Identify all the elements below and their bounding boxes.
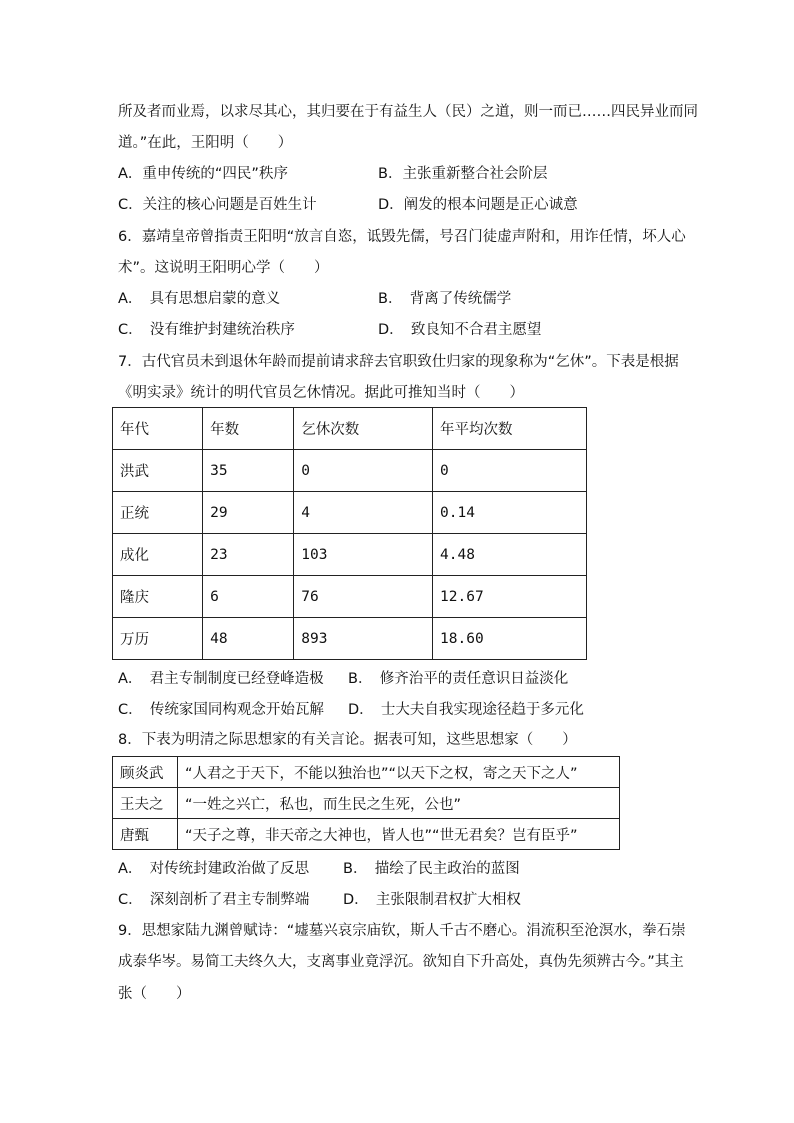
q5-stem-line2: 道。”在此，王阳明（ ） <box>118 135 293 151</box>
q7-option-a: A． 君主专制制度已经登峰造极 <box>118 671 324 687</box>
q7-option-b: B． 修齐治平的责任意识日益淡化 <box>348 671 569 687</box>
table-cell: 隆庆 <box>113 576 203 618</box>
thinker-quote: “天子之尊，非天帝之大神也，皆人也”“世无君矣？岂有臣乎” <box>178 819 620 850</box>
q8-option-c: C． 深刻剖析了君主专制弊端 <box>118 892 310 908</box>
table-cell: 18.60 <box>433 618 587 660</box>
table-cell: 正统 <box>113 492 203 534</box>
q7-stem-line2: 《明实录》统计的明代官员乞休情况。据此可推知当时（ ） <box>118 385 524 401</box>
q9-stem-line1: 9．思想家陆九渊曾赋诗：“墟墓兴哀宗庙钦，斯人千古不磨心。涓流积至沧溟水，拳石崇 <box>118 923 686 939</box>
table-header-row <box>113 408 587 450</box>
table-cell: 12.67 <box>433 576 587 618</box>
q6-option-d: D． 致良知不合君主愿望 <box>378 322 542 338</box>
header-cell: 年代 <box>113 408 203 450</box>
q5-stem-line1: 所及者而业焉，以求尽其心，其归要在于有益生人（民）之道，则一而已……四民异业而同 <box>118 104 698 120</box>
table-cell: 76 <box>294 576 433 618</box>
header-cell: 乞休次数 <box>294 408 433 450</box>
q7-option-c: C． 传统家国同构观念开始瓦解 <box>118 702 324 718</box>
header-cell: 年数 <box>203 408 294 450</box>
table-cell: 6 <box>203 576 294 618</box>
table-row <box>113 534 587 576</box>
q7-stem-line1: 7．古代官员未到退休年龄而提前请求辞去官职致仕归家的现象称为“乞休”。下表是根据 <box>118 354 679 370</box>
q5-option-a: A．重申传统的“四民”秩序 <box>118 166 288 182</box>
q6-option-a: A． 具有思想启蒙的意义 <box>118 291 281 307</box>
q8-option-a: A． 对传统封建政治做了反思 <box>118 861 310 877</box>
q5-option-c: C．关注的核心问题是百姓生计 <box>118 197 317 213</box>
table-row <box>113 757 620 788</box>
table-cell: 35 <box>203 450 294 492</box>
q9-stem-line2: 成泰华岑。易简工夫终久大，支离事业竟浮沉。欲知自下升高处，真伪先须辨古今。”其主 <box>118 954 684 970</box>
table-row <box>113 819 620 850</box>
table-row <box>113 618 587 660</box>
table-cell: 成化 <box>113 534 203 576</box>
q6-option-c: C． 没有维护封建统治秩序 <box>118 322 295 338</box>
table-cell: 48 <box>203 618 294 660</box>
table-cell: 0.14 <box>433 492 587 534</box>
table-row <box>113 788 620 819</box>
table-row <box>113 492 587 534</box>
thinker-quote: “一姓之兴亡，私也，而生民之生死，公也” <box>178 788 620 819</box>
table-row <box>113 576 587 618</box>
table-cell: 103 <box>294 534 433 576</box>
thinker-name: 顾炎武 <box>113 757 178 788</box>
table-cell: 893 <box>294 618 433 660</box>
table-cell: 0 <box>294 450 433 492</box>
thinkers-table <box>112 756 620 850</box>
q6-stem-line2: 术”。这说明王阳明心学（ ） <box>118 260 329 276</box>
header-cell: 年平均次数 <box>433 408 587 450</box>
q9-stem-line3: 张（ ） <box>118 986 191 1002</box>
table-cell: 29 <box>203 492 294 534</box>
thinker-name: 王夫之 <box>113 788 178 819</box>
thinker-name: 唐甄 <box>113 819 178 850</box>
table-cell: 4.48 <box>433 534 587 576</box>
table-cell: 4 <box>294 492 433 534</box>
thinker-quote: “人君之于天下，不能以独治也”“以天下之权，寄之天下之人” <box>178 757 620 788</box>
q5-option-d: D．阐发的根本问题是正心诚意 <box>378 197 578 213</box>
retirement-table <box>112 407 587 660</box>
q8-stem: 8．下表为明清之际思想家的有关言论。据表可知，这些思想家（ ） <box>118 732 577 748</box>
table-cell: 23 <box>203 534 294 576</box>
q5-option-b: B．主张重新整合社会阶层 <box>378 166 548 182</box>
table-cell: 0 <box>433 450 587 492</box>
q8-option-b: B． 描绘了民主政治的蓝图 <box>343 861 520 877</box>
table-row <box>113 450 587 492</box>
q7-option-d: D． 士大夫自我实现途径趋于多元化 <box>348 702 584 718</box>
q6-stem-line1: 6．嘉靖皇帝曾指责王阳明“放言自恣，诋毁先儒，号召门徒虚声附和，用诈任情，坏人心 <box>118 229 686 245</box>
q8-option-d: D． 主张限制君权扩大相权 <box>343 892 521 908</box>
table-cell: 万历 <box>113 618 203 660</box>
table-cell: 洪武 <box>113 450 203 492</box>
q6-option-b: B． 背离了传统儒学 <box>378 291 512 307</box>
